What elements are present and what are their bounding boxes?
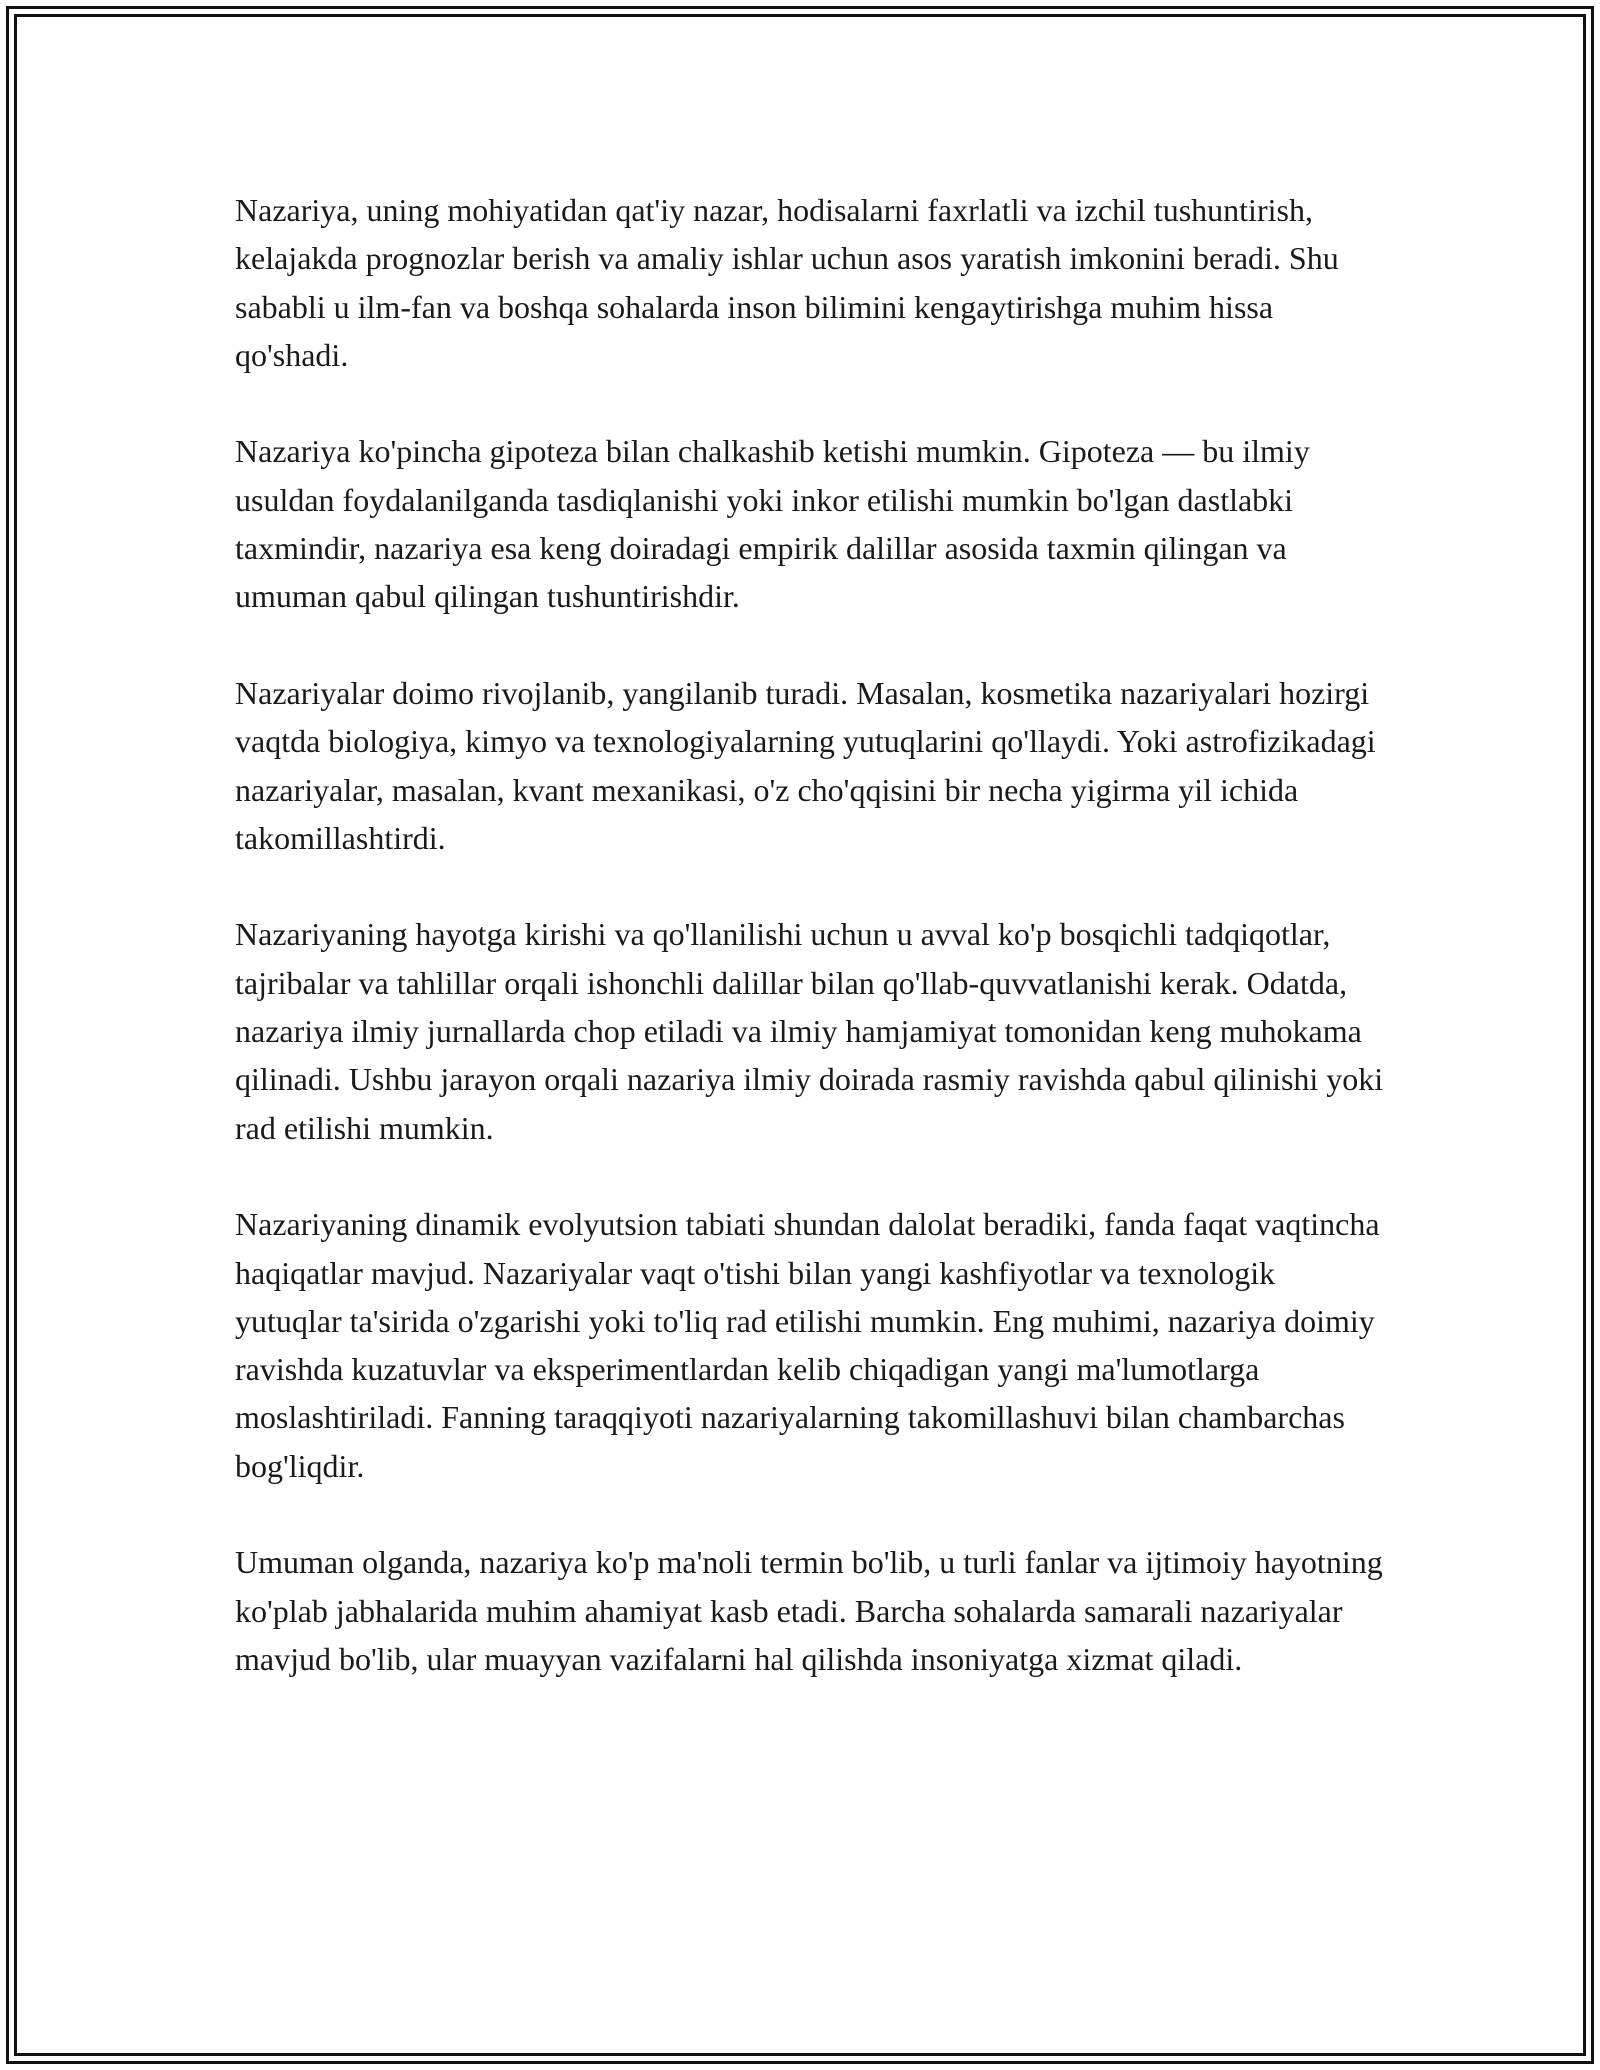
paragraph-6: Umuman olganda, nazariya ko'p ma'noli termin bo'lib, u turli fanlar va ijtimoiy hayotning ko'plab jabhalarida muhim ahamiyat kasb etadi. Barcha sohalarda samarali nazariyalar mavjud bo'lib, ular muayyan vazifalarni hal qilishda insoniyatga xizmat qiladi. [235,1544,1383,1677]
paragraph-5: Nazariyaning dinamik evolyutsion tabiati shundan dalolat beradiki, fanda faqat vaqtincha haqiqatlar mavjud. Nazariyalar vaqt o'tishi bilan yangi kashfiyotlar va texnologik yutuqlar ta'sirida o'zgarishi yoki to'liq rad etilishi mumkin. Eng muhimi, nazariya doimiy ravishda kuzatuvlar va eksperimentlardan kelib chiqadigan yangi ma'lumotlarga moslashtiriladi. Fanning taraqqiyoti nazariyalarning takomillashuvi bilan chambarchas bog'liqdir. [235,1206,1380,1484]
paragraph-2: Nazariya ko'pincha gipoteza bilan chalkashib ketishi mumkin. Gipoteza — bu ilmiy usuldan foydalanilganda tasdiqlanishi yoki inkor etilishi mumkin bo'lgan dastlabki taxmindir, nazariya esa keng doiradagi empirik dalillar asosida taxmin qilingan va umuman qabul qilingan tushuntirishdir. [235,433,1310,615]
paragraph-3: Nazariyalar doimo rivojlanib, yangilanib turadi. Masalan, kosmetika nazariyalari hozirgi vaqtda biologiya, kimyo va texnologiyalarning yutuqlarini qo'llaydi. Yoki astrofizikadagi nazariyalar, masalan, kvant mexanikasi, o'z cho'qqisini bir necha yigirma yil ichida takomillashtirdi. [235,674,1376,856]
paragraph-4: Nazariyaning hayotga kirishi va qo'llanilishi uchun u avval ko'p bosqichli tadqiqotlar, tajribalar va tahlillar orqali ishonchli dalillar bilan qo'llab-quvvatlanishi kerak. Odatda, nazariya ilmiy jurnallarda chop etiladi va ilmiy hamjamiyat tomonidan keng muhokama qilinadi. Ushbu jarayon orqali nazariya ilmiy doirada rasmiy ravishda qabul qilinishi yoki rad etilishi mumkin. [235,916,1384,1146]
document-body [235,186,1385,1683]
paragraph-1: Nazariya, uning mohiyatidan qat'iy nazar, hodisalarni faxrlatli va izchil tushuntirish, kelajakda prognozlar berish va amaliy ishlar uchun asos yaratish imkonini beradi. Shu sababli u ilm-fan va boshqa sohalarda inson bilimini kengaytirishga muhim hissa qo'shadi. [235,192,1339,373]
